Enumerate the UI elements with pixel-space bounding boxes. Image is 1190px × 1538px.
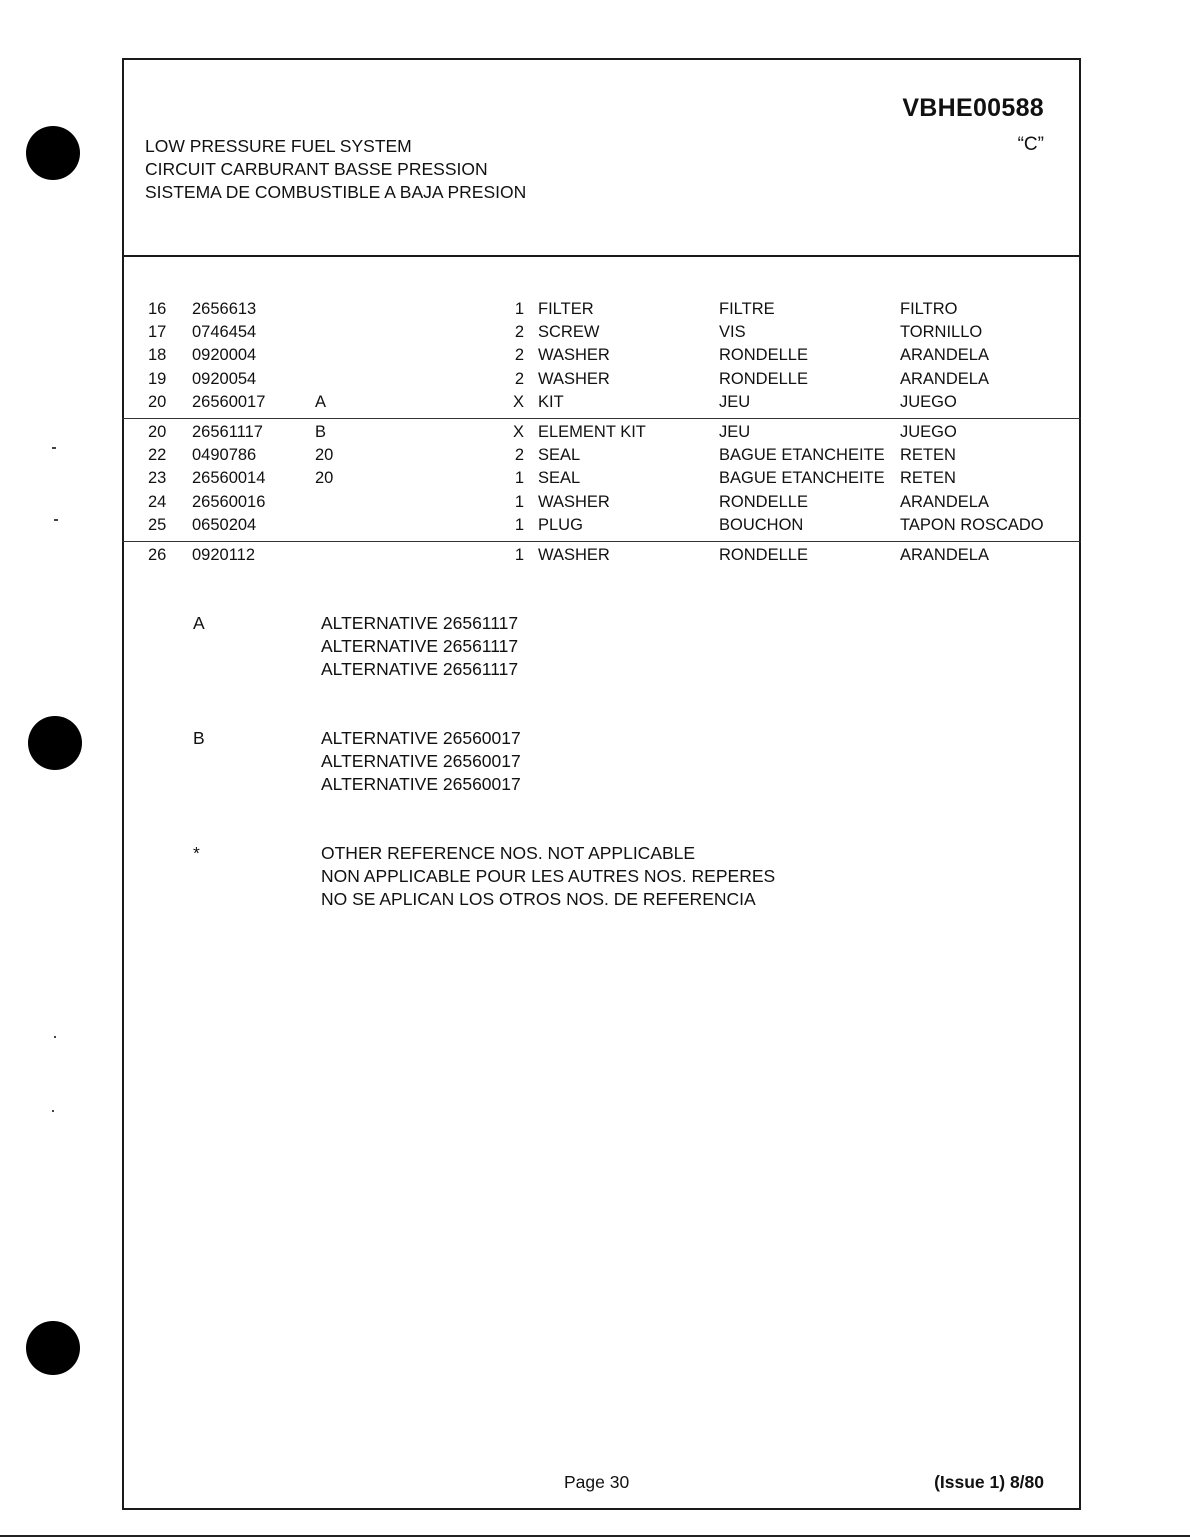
note-code: A xyxy=(315,392,327,411)
ref-number: 19 xyxy=(148,369,167,388)
title-french: CIRCUIT CARBURANT BASSE PRESSION xyxy=(145,159,488,179)
note-line: ALTERNATIVE 26561117 xyxy=(321,659,519,679)
title-spanish: SISTEMA DE COMBUSTIBLE A BAJA PRESION xyxy=(145,182,527,202)
description-spanish: FILTRO xyxy=(900,300,958,318)
scan-mark xyxy=(54,519,58,521)
note-lines xyxy=(321,612,1081,681)
description-french: JEU xyxy=(719,422,751,441)
ref-number: 22 xyxy=(148,446,167,465)
note-line: ALTERNATIVE 26561117 xyxy=(321,636,519,656)
document-id: VBHE00588 xyxy=(902,94,1044,122)
part-number: 0490786 xyxy=(192,446,257,465)
description-spanish: ARANDELA xyxy=(900,492,989,511)
ref-number: 23 xyxy=(148,469,167,488)
quantity: 1 xyxy=(514,545,524,564)
scan-mark xyxy=(52,1110,54,1112)
description-english: KIT xyxy=(538,392,564,411)
title-block xyxy=(145,135,526,204)
description-french: VIS xyxy=(719,323,746,342)
ref-number: 25 xyxy=(148,515,167,534)
part-number: 0920004 xyxy=(192,346,257,365)
table-row xyxy=(122,541,1081,567)
ref-number: 20 xyxy=(148,422,167,441)
punch-hole-bottom xyxy=(26,1321,80,1375)
description-french: BAGUE ETANCHEITE xyxy=(719,446,885,465)
part-number: 0920112 xyxy=(192,545,256,564)
table-row xyxy=(122,491,1081,514)
description-spanish: JUEGO xyxy=(900,422,957,441)
part-number: 26560016 xyxy=(192,492,266,511)
header-divider xyxy=(122,255,1081,257)
ref-number: 26 xyxy=(148,545,167,564)
description-french: RONDELLE xyxy=(719,346,808,365)
table-row xyxy=(122,418,1081,444)
description-english: WASHER xyxy=(538,492,610,511)
description-spanish: TORNILLO xyxy=(900,323,983,342)
note-line: NON APPLICABLE POUR LES AUTRES NOS. REPERES xyxy=(321,866,776,886)
note-key: B xyxy=(193,728,205,748)
description-english: WASHER xyxy=(538,369,610,388)
note-lines xyxy=(321,842,1081,911)
page-number: Page 30 xyxy=(564,1472,630,1492)
quantity: X xyxy=(512,392,524,411)
note-line: ALTERNATIVE 26560017 xyxy=(321,728,521,748)
description-english: SEAL xyxy=(538,469,581,488)
note-block xyxy=(122,727,1081,796)
title-english: LOW PRESSURE FUEL SYSTEM xyxy=(145,136,412,156)
note-key: * xyxy=(193,843,200,863)
description-french: JEU xyxy=(719,392,751,411)
note-line: OTHER REFERENCE NOS. NOT APPLICABLE xyxy=(321,843,696,863)
bottom-rule xyxy=(0,1535,1190,1537)
description-spanish: RETEN xyxy=(900,469,956,488)
note-lines xyxy=(321,727,1081,796)
ref-number: 18 xyxy=(148,346,167,365)
table-row xyxy=(122,391,1081,414)
quantity: 2 xyxy=(514,323,524,342)
table-row xyxy=(122,514,1081,537)
note-line: ALTERNATIVE 26561117 xyxy=(321,613,519,633)
note-code: 20 xyxy=(315,469,334,488)
quantity: 1 xyxy=(514,469,524,488)
description-spanish: TAPON ROSCADO xyxy=(900,515,1044,534)
table-row xyxy=(122,467,1081,490)
description-french: BOUCHON xyxy=(719,515,804,534)
ref-number: 20 xyxy=(148,392,167,411)
description-french: RONDELLE xyxy=(719,545,808,564)
description-spanish: ARANDELA xyxy=(900,545,989,564)
description-english: WASHER xyxy=(538,346,610,365)
quantity: 1 xyxy=(514,492,524,511)
description-french: FILTRE xyxy=(719,300,775,318)
description-spanish: RETEN xyxy=(900,446,956,465)
note-line: ALTERNATIVE 26560017 xyxy=(321,751,521,771)
description-english: SEAL xyxy=(538,446,581,465)
scan-mark xyxy=(54,1036,56,1038)
part-number: 26560014 xyxy=(192,469,266,488)
table-row xyxy=(122,444,1081,467)
note-line: ALTERNATIVE 26560017 xyxy=(321,774,521,794)
issue-date: (Issue 1) 8/80 xyxy=(934,1472,1044,1492)
note-key: A xyxy=(193,613,205,633)
variant-label: “C” xyxy=(1017,134,1044,155)
part-number: 2656613 xyxy=(192,300,257,318)
part-number: 26560017 xyxy=(192,392,266,411)
ref-number: 16 xyxy=(148,300,167,318)
table-row xyxy=(122,298,1081,321)
parts-table xyxy=(122,298,1081,567)
description-french: RONDELLE xyxy=(719,369,808,388)
notes-section xyxy=(122,612,1081,957)
description-english: WASHER xyxy=(538,545,610,564)
description-english: PLUG xyxy=(538,515,583,534)
quantity: 1 xyxy=(514,300,524,318)
scan-mark xyxy=(52,447,56,449)
quantity: 2 xyxy=(514,369,524,388)
punch-hole-top xyxy=(26,126,80,180)
note-block xyxy=(122,842,1081,911)
quantity: 2 xyxy=(514,446,524,465)
description-spanish: ARANDELA xyxy=(900,369,989,388)
part-number: 26561117 xyxy=(192,422,263,441)
table-row xyxy=(122,344,1081,367)
note-code: B xyxy=(315,422,327,441)
description-english: FILTER xyxy=(538,300,594,318)
table-row xyxy=(122,321,1081,344)
quantity: 2 xyxy=(514,346,524,365)
note-block xyxy=(122,612,1081,681)
table-row xyxy=(122,368,1081,391)
description-english: ELEMENT KIT xyxy=(538,422,646,441)
quantity: 1 xyxy=(514,515,524,534)
description-french: BAGUE ETANCHEITE xyxy=(719,469,885,488)
ref-number: 24 xyxy=(148,492,167,511)
description-english: SCREW xyxy=(538,323,600,342)
quantity: X xyxy=(512,422,524,441)
description-spanish: JUEGO xyxy=(900,392,957,411)
part-number: 0650204 xyxy=(192,515,257,534)
ref-number: 17 xyxy=(148,323,167,342)
description-spanish: ARANDELA xyxy=(900,346,989,365)
note-code: 20 xyxy=(315,446,334,465)
punch-hole-middle xyxy=(28,716,82,770)
part-number: 0920054 xyxy=(192,369,257,388)
part-number: 0746454 xyxy=(192,323,257,342)
note-line: NO SE APLICAN LOS OTROS NOS. DE REFERENCIA xyxy=(321,889,756,909)
description-french: RONDELLE xyxy=(719,492,808,511)
